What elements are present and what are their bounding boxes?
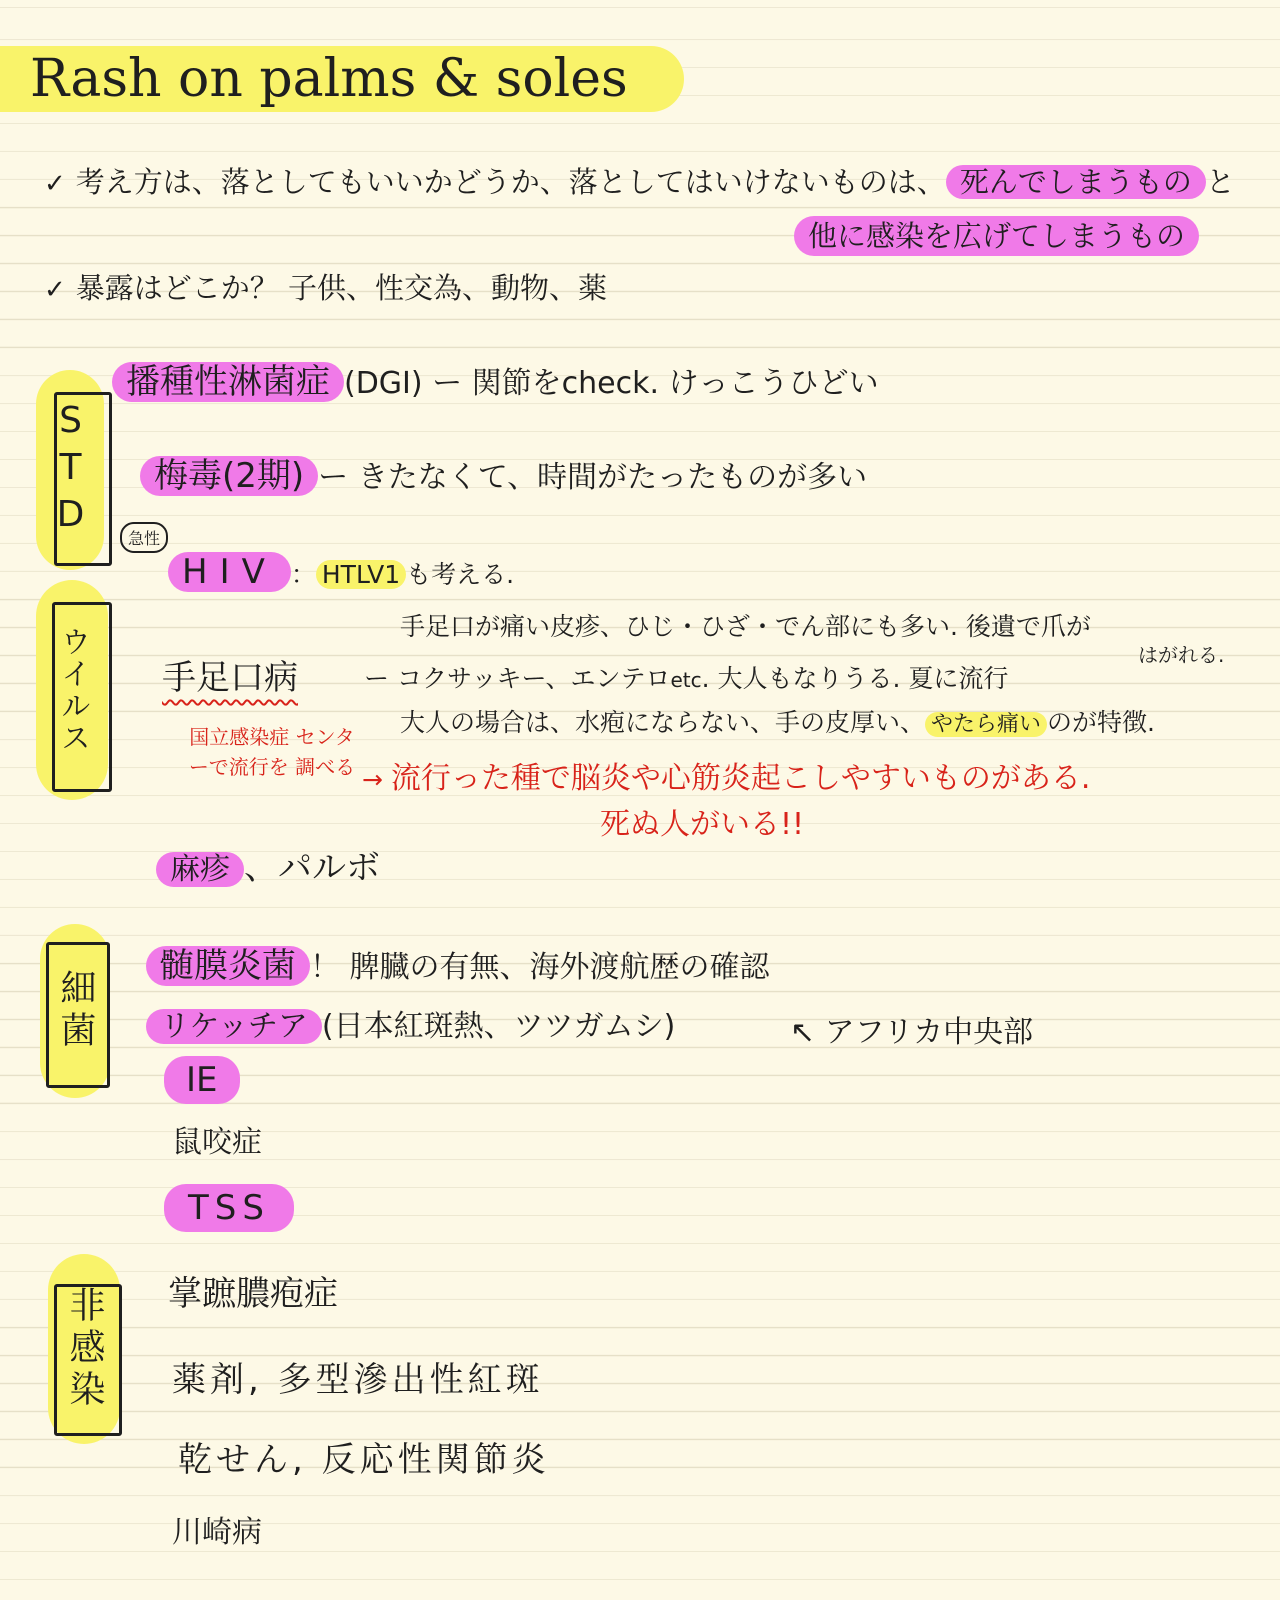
section-label-virus bbox=[30, 580, 114, 800]
hiv-separator: ： bbox=[290, 560, 316, 589]
page-title: Rash on palms & soles bbox=[0, 46, 684, 112]
htlv-text: も考える. bbox=[406, 560, 515, 589]
hfmd-line-3 bbox=[400, 706, 1155, 742]
meningococcus-highlight: 髄膜炎菌 bbox=[146, 946, 310, 986]
intro-highlight-fatal: 死んでしまうもの bbox=[946, 165, 1206, 199]
hiv-highlight: HIV bbox=[168, 552, 291, 592]
section-label-bacteria-text: 細菌 bbox=[55, 969, 96, 1053]
hfmd-highlight-painful: やたら痛い bbox=[925, 712, 1047, 737]
red-arrow-icon: → bbox=[362, 765, 383, 794]
intro-line-1-end: と bbox=[1205, 165, 1235, 199]
section-label-noninfectious bbox=[44, 1254, 124, 1444]
std-hiv bbox=[168, 548, 514, 596]
acute-stamp: 急性 bbox=[120, 522, 168, 553]
hfmd-line-2a: ー コクサッキー、エンテロ bbox=[364, 664, 671, 693]
hfmd-line-3a: 大人の場合は、水疱にならない、手の皮厚い、 bbox=[400, 708, 926, 737]
dgi-text: (DGI) ー 関節をcheck. けっこうひどい bbox=[344, 366, 879, 401]
red-note-surveillance: 国立感染症 センターで流行を 調べる bbox=[188, 725, 356, 779]
syphilis-highlight: 梅毒(2期) bbox=[140, 456, 318, 496]
bacteria-item-rat-bite: 鼠咬症 bbox=[172, 1125, 262, 1160]
syphilis-text: ー きたなくて、時間がたったものが多い bbox=[318, 460, 868, 495]
virus-measles bbox=[156, 844, 380, 892]
exposure-text: 暴露はどこか？ 子供、性交為、動物、薬 bbox=[75, 271, 608, 305]
measles-highlight: 麻疹 bbox=[156, 852, 244, 887]
section-label-std-text: STD bbox=[50, 399, 91, 541]
check-mark-icon: ✓ bbox=[44, 169, 66, 199]
intro-highlight-contagious: 他に感染を広げてしまうもの bbox=[794, 216, 1199, 256]
std-dgi bbox=[112, 358, 879, 406]
hfmd-line-2-etc: etc bbox=[670, 668, 702, 692]
noninfectious-item-1: 掌蹠膿疱症 bbox=[168, 1274, 338, 1314]
red-line-2: 死ぬ人がいる!! bbox=[600, 807, 805, 842]
section-label-bacteria bbox=[36, 924, 114, 1098]
hfmd-line-3b: のが特徴. bbox=[1047, 708, 1155, 737]
noninfectious-item-3: 乾せん, 反応性関節炎 bbox=[178, 1440, 550, 1480]
rickettsia-highlight: リケッチア bbox=[146, 1009, 322, 1044]
hfmd-line-1: 手足口が痛い皮疹、ひじ・ひざ・でん部にも多い. 後遺で爪が bbox=[400, 612, 1091, 641]
bacteria-item-ie: IE bbox=[164, 1056, 240, 1104]
section-label-noninfectious-text: 非感染 bbox=[64, 1286, 105, 1412]
noninfectious-item-2: 薬剤, 多型滲出性紅斑 bbox=[172, 1360, 544, 1400]
dgi-highlight: 播種性淋菌症 bbox=[112, 362, 344, 402]
rickettsia-note: ↖ アフリカ中央部 bbox=[790, 1015, 1034, 1050]
red-arrow-line bbox=[362, 758, 1090, 800]
rickettsia-text: (日本紅斑熱、ツツガムシ) bbox=[321, 1009, 676, 1044]
htlv-highlight: HTLV1 bbox=[316, 560, 406, 589]
section-label-virus-text: ウイルス bbox=[55, 626, 90, 754]
bacteria-item-1 bbox=[146, 942, 770, 990]
noninfectious-item-4: 川崎病 bbox=[172, 1515, 262, 1550]
intro-line-3 bbox=[44, 268, 607, 310]
hfmd-title: 手足口病 bbox=[162, 658, 298, 698]
intro-line-1-text: 考え方は、落としてもいいかどうか、落としてはいけないものは、 bbox=[75, 165, 946, 199]
meningococcus-text: ！ 脾臓の有無、海外渡航歴の確認 bbox=[310, 950, 770, 985]
red-line-1: 流行った種で脳炎や心筋炎起こしやすいものがある. bbox=[390, 761, 1091, 796]
measles-text: 、パルボ bbox=[244, 848, 380, 888]
section-label-std bbox=[30, 370, 110, 570]
intro-line-1 bbox=[44, 162, 1235, 204]
hfmd-line-2b: . 大人もなりうる. 夏に流行 bbox=[701, 664, 1009, 693]
hfmd-line-1b: はがれる. bbox=[1138, 643, 1225, 667]
check-mark-icon: ✓ bbox=[44, 275, 66, 305]
bacteria-item-2 bbox=[146, 1006, 675, 1048]
hfmd-line-2 bbox=[364, 662, 1008, 696]
std-syphilis bbox=[140, 452, 867, 500]
bacteria-item-tss: TSS bbox=[164, 1184, 294, 1232]
